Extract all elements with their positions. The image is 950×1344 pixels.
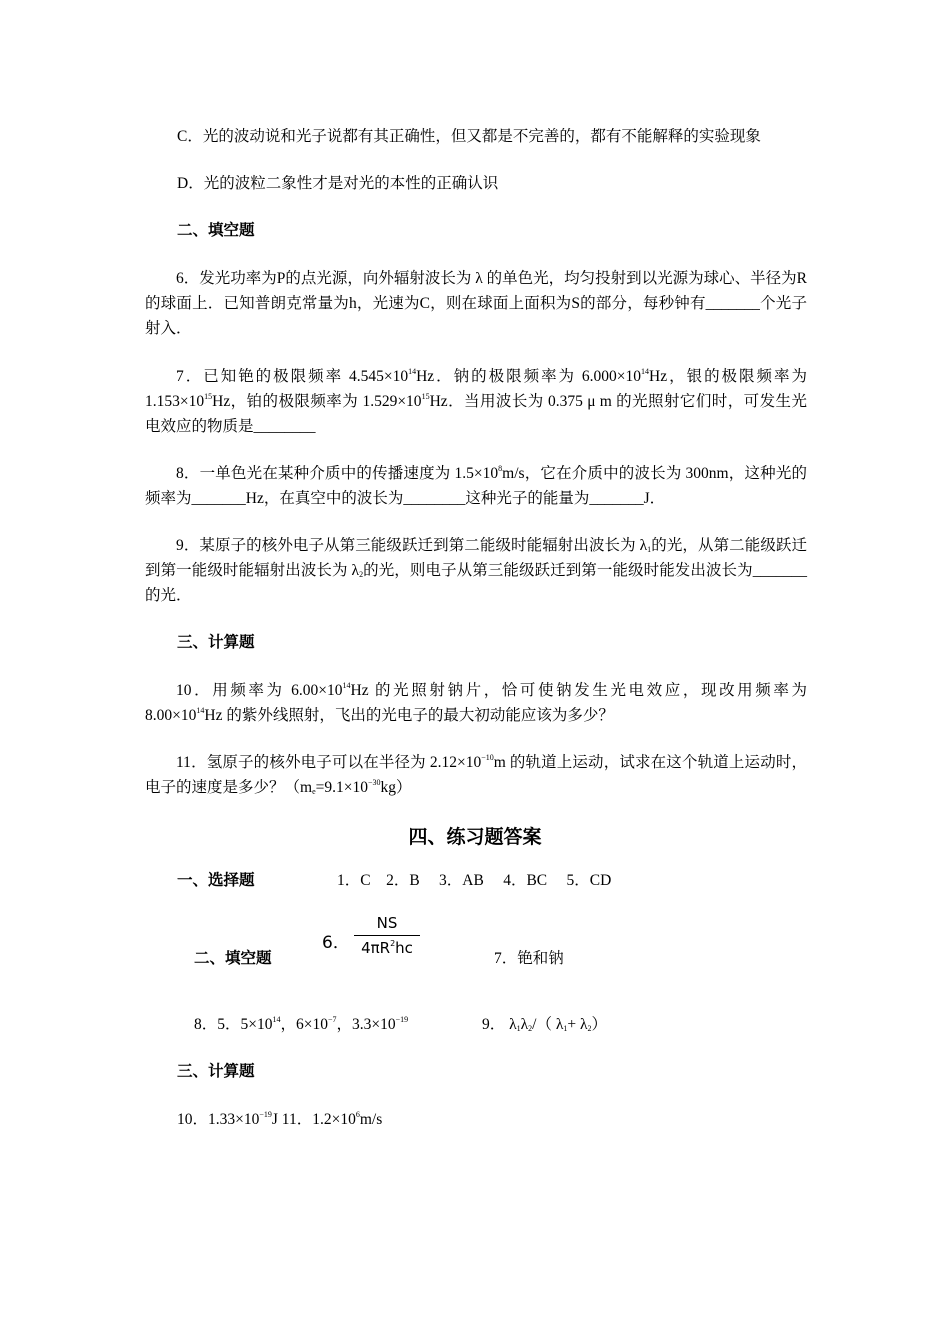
question-8: 8．一单色光在某种介质中的传播速度为 $1.5\times 10^8m/s$，它在介质中的波长为 300nm，这种光的频率为_______Hz，在真空中的波长为________这种光子的能量为_______J． bbox=[145, 464, 808, 507]
option-d: D．光的波粒二象性才是对光的本性的正确认识 bbox=[177, 175, 499, 192]
answers-title: 四、练习题答案 bbox=[408, 827, 542, 848]
question-7: 7．已知铯的极限频率 $4.545\times 10^{14}Hz$．钠的极限频率为 $6.000\times 10^{14}Hz$，银的极限频率为 $1.153\times 10^{15}Hz$，铂的极限频率为 $1.529\times 10^{15}Hz$．当用波长为 0.375 μ m 的光照射它们时，可发生光电效应的物质是________ bbox=[145, 367, 807, 435]
answer-10-11: 10．$1.33\times 10^{-19}J$ 11．$1.2\times 10^6m/s$ bbox=[177, 1110, 383, 1128]
answers-calc-heading: 三、计算题 bbox=[177, 1063, 255, 1080]
answer-6-label: 6． bbox=[322, 933, 350, 953]
section-heading-calc: 三、计算题 bbox=[177, 634, 255, 651]
answer-7: 7．铯和钠 bbox=[494, 950, 564, 967]
answer-6-denominator: $4\pi R^2hc$ bbox=[361, 939, 413, 957]
answers-choice-heading: 一、选择题 bbox=[177, 872, 255, 889]
option-c: C．光的波动说和光子说都有其正确性，但又都是不完善的，都有不能解释的实验现象 bbox=[177, 128, 761, 145]
answers-fill-heading: 二、填空题 bbox=[194, 950, 272, 967]
question-6: 6．发光功率为P的点光源，向外辐射波长为 λ 的单色光，均匀投射到以光源为球心、半径为R的球面上．已知普朗克常量为h，光速为C，则在球面上面积为S的部分，每秒钟有_______个光子射入． bbox=[145, 270, 807, 337]
fraction-bar bbox=[354, 935, 420, 936]
answer-9: 9． $\lambda_1\lambda_2/$（ $\lambda_1+ \lambda_2$） bbox=[482, 1016, 608, 1033]
answers-choice-items: 1．C 2．B 3．AB 4．BC 5．CD bbox=[337, 872, 612, 889]
answer-8: 8．5．$5\times 10^{14}$，$6\times 10^{-7}$，$3.3\times 10^{-19}$ bbox=[194, 1015, 409, 1033]
question-10: 10．用频率为 $6.00\times 10^{14}Hz$ 的光照射钠片，恰可使钠发生光电效应，现改用频率为 $8.00\times 10^{14}Hz$ 的紫外线照射，飞出的光电子的最大初动能应该为多少？ bbox=[145, 681, 808, 724]
question-11: 11．氢原子的核外电子可以在半径为 $2.12\times 10^{-10}m$ 的轨道上运动，试求在这个轨道上运动时，电子的速度是多少？$(m_e=9.1\times 10^{-30}kg)$ bbox=[145, 753, 808, 796]
answer-6-numerator: NS bbox=[376, 914, 398, 932]
answer-6-fraction bbox=[354, 914, 420, 957]
question-9: 9．某原子的核外电子从第三能级跃迁到第二能级时能辐射出波长为 $\lambda_1$的光，从第二能级跃迁到第一能级时能辐射出波长为 $\lambda_2$的光，则电子从第三能级跃迁到第一能级时能发出波长为_______的光． bbox=[145, 537, 807, 604]
section-heading-fill: 二、填空题 bbox=[177, 222, 255, 239]
